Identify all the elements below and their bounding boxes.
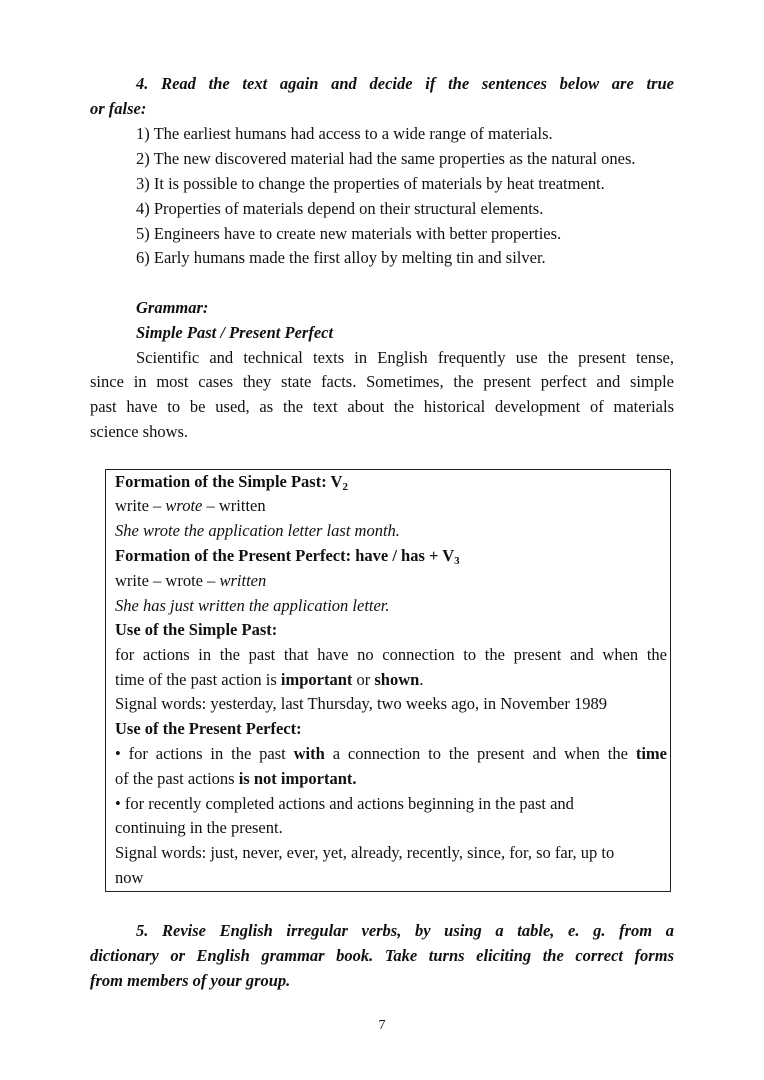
task4-heading-line1: 4. Read the text again and decide if the sentences below are true — [136, 74, 674, 93]
task4-item: 4) Properties of materials depend on their structural elements. — [136, 199, 544, 218]
use-present-perfect-heading: Use of the Present Perfect: — [115, 719, 302, 738]
use-simple-past-text: time of the past action is important or shown. — [115, 670, 424, 689]
simple-past-forms: write – wrote – written — [115, 496, 266, 515]
present-perfect-forms: write – wrote – written — [115, 571, 267, 590]
grammar-subtitle: Simple Past / Present Perfect — [136, 323, 334, 342]
present-perfect-bullet-2-cont: continuing in the present. — [115, 818, 283, 837]
task5-line1: 5. Revise English irregular verbs, by using a table, e. g. from a — [136, 921, 674, 940]
present-perfect-example: She has just written the application letter. — [115, 596, 390, 615]
grammar-paragraph-line: Scientific and technical texts in English frequently use the present tense, — [136, 348, 674, 367]
present-perfect-bullet-2: • for recently completed actions and actions beginning in the past and — [115, 794, 574, 813]
task4-item: 1) The earliest humans had access to a wide range of materials. — [136, 124, 553, 143]
present-perfect-bullet-1-cont: of the past actions is not important. — [115, 769, 357, 788]
task5-line2: dictionary or English grammar book. Take turns eliciting the correct forms — [90, 946, 674, 965]
task4-item: 2) The new discovered material had the same properties as the natural ones. — [136, 149, 636, 168]
task4-item: 3) It is possible to change the properties of materials by heat treatment. — [136, 174, 605, 193]
present-perfect-signal-words: Signal words: just, never, ever, yet, already, recently, since, for, so far, up to — [115, 843, 615, 862]
simple-past-signal-words: Signal words: yesterday, last Thursday, two weeks ago, in November 1989 — [115, 694, 608, 713]
task4-heading-line2: or false: — [90, 99, 147, 118]
grammar-rules-box — [105, 469, 671, 892]
grammar-paragraph-line: past have to be used, as the text about the historical development of materials — [90, 397, 674, 416]
present-perfect-signal-words-cont: now — [115, 868, 144, 887]
grammar-paragraph-line: science shows. — [90, 422, 189, 441]
present-perfect-bullet-1: • for actions in the past with a connection to the present and when the time — [115, 744, 667, 763]
task5-line3: from members of your group. — [90, 971, 291, 990]
task4-item: 5) Engineers have to create new materials with better properties. — [136, 224, 562, 243]
simple-past-example: She wrote the application letter last month. — [115, 521, 400, 540]
grammar-paragraph-line: since in most cases they state facts. Sometimes, the present perfect and simple — [90, 372, 674, 391]
present-perfect-formation-heading: Formation of the Present Perfect: have / has + $V_3$ — [115, 546, 460, 567]
simple-past-formation-heading: Formation of the Simple Past: $V_2$ — [115, 472, 348, 493]
task4-item: 6) Early humans made the first alloy by melting tin and silver. — [136, 248, 546, 267]
use-simple-past-heading: Use of the Simple Past: — [115, 620, 278, 639]
grammar-title: Grammar: — [136, 298, 209, 317]
page-number: 7 — [378, 1018, 386, 1033]
use-simple-past-text: for actions in the past that have no connection to the present and when the — [115, 645, 667, 664]
